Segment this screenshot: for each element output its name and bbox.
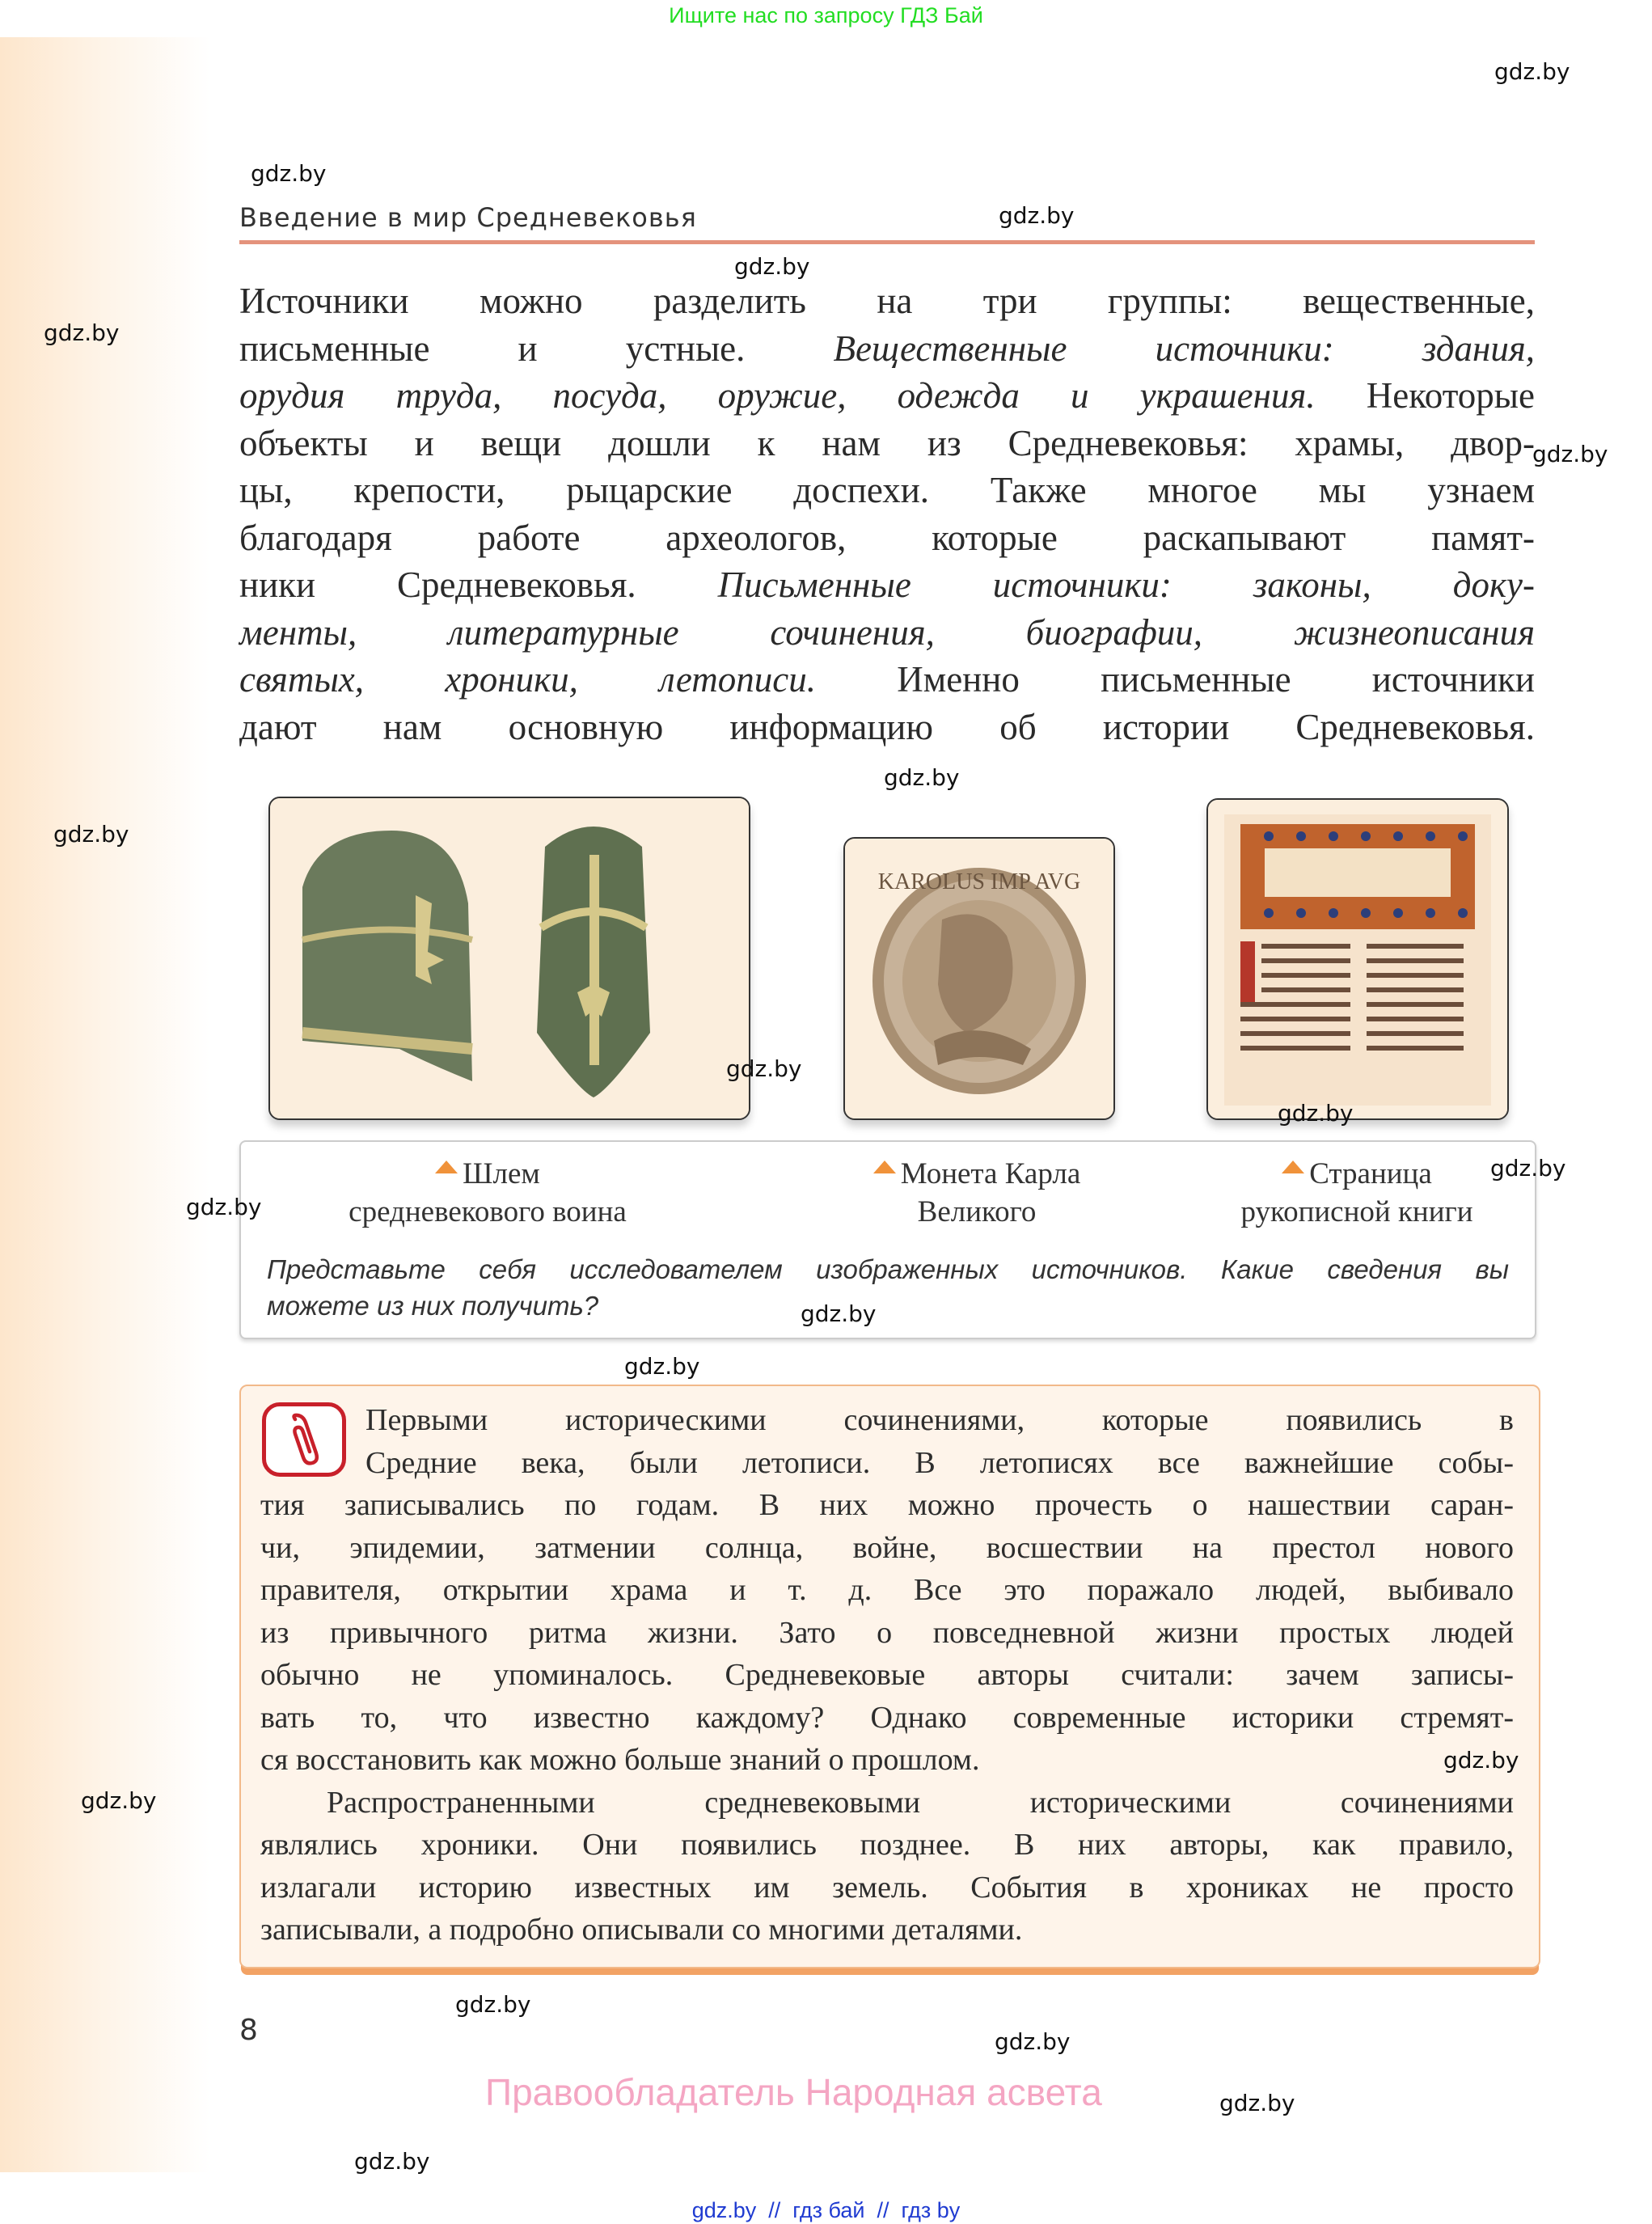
triangle-marker-icon xyxy=(1282,1161,1304,1173)
manuscript-image xyxy=(1206,798,1509,1120)
note-line: излагали историю известных им земель. События в хрониках не просто xyxy=(260,1870,1514,1905)
watermark: gdz.by xyxy=(884,764,960,791)
note-line: записывали, а подробно описывали со многими деталями. xyxy=(260,1913,1023,1947)
watermark: gdz.by xyxy=(726,1055,802,1082)
coin-illustration xyxy=(845,839,1113,1118)
watermark: gdz.by xyxy=(186,1194,262,1220)
watermark: gdz.by xyxy=(734,253,810,280)
note-line: Распространенными средневековыми историческими сочинениями xyxy=(327,1785,1514,1820)
helmet-image xyxy=(268,797,750,1120)
main-paragraph xyxy=(239,277,1535,750)
header-divider xyxy=(239,240,1535,244)
note-box xyxy=(239,1385,1540,1968)
watermark: gdz.by xyxy=(801,1300,877,1327)
note-line: чи, эпидемии, затмении солнца, войне, восшествии на престол нового xyxy=(260,1530,1514,1565)
watermark: gdz.by xyxy=(1443,1747,1519,1774)
watermark: gdz.by xyxy=(624,1353,700,1380)
rights-holder-footer: Правообладатель Народная асвета xyxy=(485,2071,1102,2113)
watermark: gdz.by xyxy=(995,2028,1071,2055)
note-line: правителя, открытии храма и т. д. Все это поражало людей, выбивало xyxy=(260,1573,1514,1607)
note-line: вать то, что известно каждому? Однако современные историки стремят- xyxy=(260,1700,1514,1735)
watermark: gdz.by xyxy=(999,202,1075,229)
note-line: ся восстановить как можно больше знаний о прошлом. xyxy=(260,1743,980,1777)
caption-helmet: Шлем средневекового воина xyxy=(349,1157,627,1228)
text-line: письменные и устные. Вещественные источники: здания, xyxy=(239,328,1535,369)
coin-image xyxy=(843,837,1115,1120)
note-line: обычно не упоминалось. Средневековые авторы считали: зачем записы- xyxy=(260,1658,1514,1692)
note-line: Первыми историческими сочинениями, которые появились в xyxy=(365,1403,1514,1437)
watermark: gdz.by xyxy=(455,1991,531,2018)
running-head: Введение в мир Средневековья xyxy=(239,202,697,233)
triangle-marker-icon xyxy=(435,1161,458,1173)
page-margin-gradient xyxy=(0,37,210,2172)
caption-manuscript: Страница рукописной книги xyxy=(1240,1157,1473,1228)
figure-captions-box xyxy=(239,1140,1536,1339)
note-text xyxy=(260,1399,1514,1951)
text-line: дают нам основную информацию об истории Средневековья. xyxy=(239,706,1535,747)
watermark: gdz.by xyxy=(354,2148,430,2175)
helmet-illustration xyxy=(270,798,749,1118)
manuscript-illustration xyxy=(1208,800,1507,1118)
caption-coin: Монета Карла Великого xyxy=(823,1155,1130,1231)
watermark: gdz.by xyxy=(44,319,120,346)
bottom-links[interactable]: gdz.by // гдз бай // гдз by xyxy=(691,2198,961,2222)
text-line: Источники можно разделить на три группы: вещественные, xyxy=(239,281,1535,321)
watermark: gdz.by xyxy=(251,160,327,187)
watermark: gdz.by xyxy=(1532,441,1608,467)
watermark: gdz.by xyxy=(1219,2090,1295,2116)
text-line: ники Средневековья. Письменные источники: законы, доку- xyxy=(239,564,1535,605)
svg-text:KAROLUS IMP AVG: KAROLUS IMP AVG xyxy=(877,869,1081,894)
note-line: тия записывались по годам. В них можно прочесть о нашествии саран- xyxy=(260,1488,1514,1522)
watermark: gdz.by xyxy=(81,1787,157,1814)
text-line: благодаря работе археологов, которые раскапывают памят- xyxy=(239,517,1535,558)
watermark: gdz.by xyxy=(1278,1100,1354,1127)
watermark: gdz.by xyxy=(1494,58,1570,85)
text-line: менты, литературные сочинения, биографии, жизнеописания xyxy=(239,611,1535,653)
note-line: Средние века, были летописи. В летописях все важнейшие собы- xyxy=(365,1445,1514,1480)
note-line: из привычного ритма жизни. Зато о повседневной жизни простых людей xyxy=(260,1615,1514,1650)
page-number: 8 xyxy=(239,2014,258,2047)
text-line: святых, хроники, летописи. Именно письменные источники xyxy=(239,659,1536,700)
text-line: объекты и вещи дошли к нам из Средневековья: храмы, двор- xyxy=(239,422,1535,463)
watermark: gdz.by xyxy=(53,821,129,848)
watermark: gdz.by xyxy=(1490,1155,1566,1182)
triangle-marker-icon xyxy=(873,1161,896,1173)
text-line: цы, крепости, рыцарские доспехи. Также многое мы узнаем xyxy=(239,470,1535,510)
top-search-banner[interactable]: Ищите нас по запросу ГДЗ Бай xyxy=(669,3,983,27)
question-text: Представьте себя исследователем изображенных источников. Какие сведения вы можете из них получить? xyxy=(267,1254,1509,1321)
note-line: являлись хроники. Они появились позднее. В них авторы, как правило, xyxy=(260,1828,1514,1862)
text-line: орудия труда, посуда, оружие, одежда и украшения. Некоторые xyxy=(239,375,1535,416)
